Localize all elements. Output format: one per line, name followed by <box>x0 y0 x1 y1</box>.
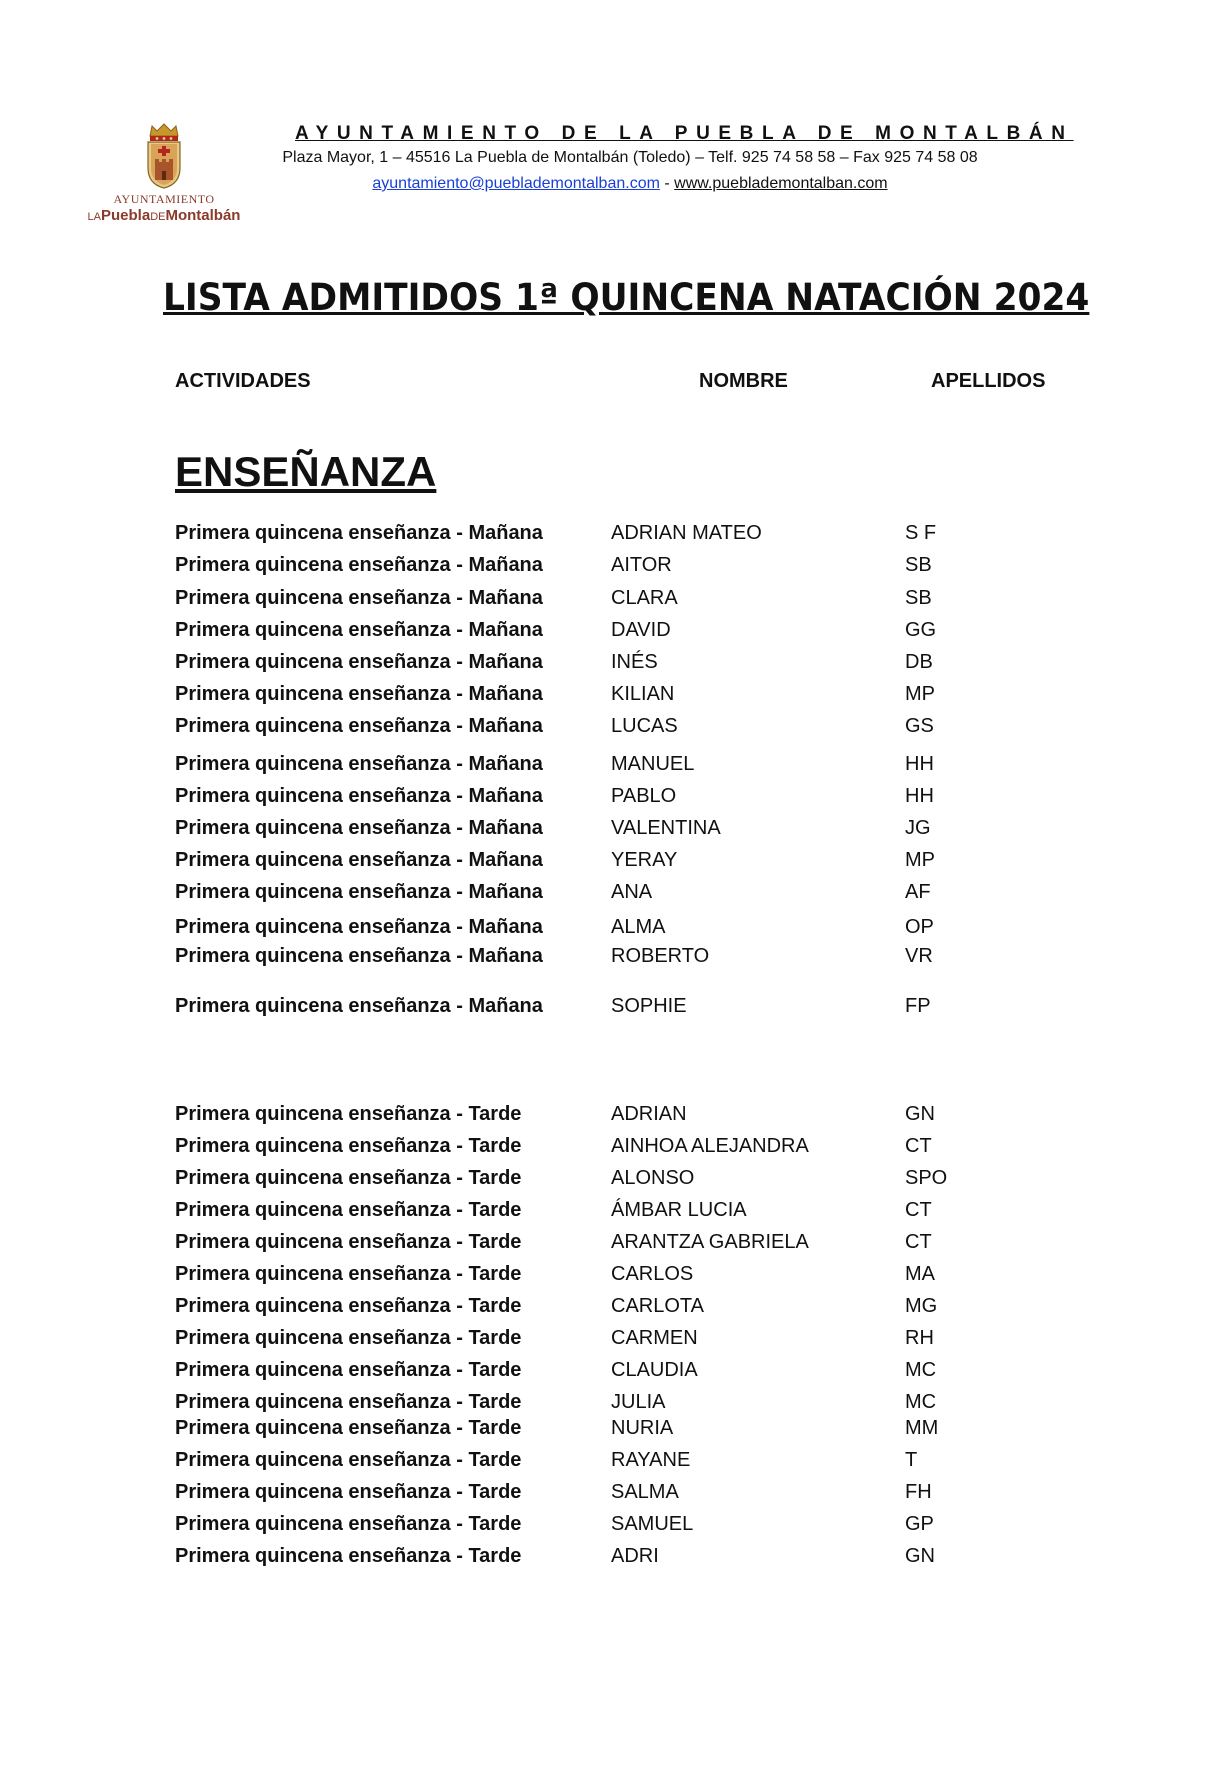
nombre-cell: RAYANE <box>611 1449 691 1471</box>
activity-cell: Primera quincena enseñanza - Tarde <box>175 1103 522 1125</box>
nombre-cell: DAVID <box>611 619 671 641</box>
nombre-cell: ANA <box>611 881 653 903</box>
apellidos-cell: CT <box>905 1231 932 1253</box>
nombre-cell: AINHOA ALEJANDRA <box>611 1135 809 1157</box>
activity-cell: Primera quincena enseñanza - Tarde <box>175 1263 522 1285</box>
table-row <box>0 1359 1230 1385</box>
column-header-apellidos: APELLIDOS <box>931 370 1046 392</box>
table-row <box>0 1481 1230 1507</box>
nombre-cell: ALONSO <box>611 1167 695 1189</box>
activity-cell: Primera quincena enseñanza - Mañana <box>175 587 543 609</box>
nombre-cell: CLARA <box>611 587 678 609</box>
table-row <box>0 881 1230 907</box>
activity-cell: Primera quincena enseñanza - Tarde <box>175 1391 522 1413</box>
apellidos-cell: S F <box>905 522 937 544</box>
table-row <box>0 1545 1230 1571</box>
apellidos-cell: RH <box>905 1327 934 1349</box>
table-row <box>0 1417 1230 1443</box>
table-row <box>0 1167 1230 1193</box>
table-row <box>0 1231 1230 1257</box>
nombre-cell: ÁMBAR LUCIA <box>611 1199 747 1221</box>
table-row <box>0 916 1230 942</box>
table-row <box>0 715 1230 741</box>
table-row <box>0 1327 1230 1353</box>
apellidos-cell: FH <box>905 1481 932 1503</box>
email-link[interactable]: ayuntamiento@pueblademontalban.com <box>372 175 660 192</box>
activity-cell: Primera quincena enseñanza - Mañana <box>175 785 543 807</box>
apellidos-cell: MC <box>905 1391 937 1413</box>
activity-cell: Primera quincena enseñanza - Mañana <box>175 715 543 737</box>
contact-separator: - <box>659 175 675 192</box>
table-row <box>0 995 1230 1021</box>
table-row <box>0 1295 1230 1321</box>
activity-cell: Primera quincena enseñanza - Tarde <box>175 1481 522 1503</box>
nombre-cell: SAMUEL <box>611 1513 694 1535</box>
table-row <box>0 1449 1230 1475</box>
nombre-cell: AITOR <box>611 554 672 576</box>
table-row <box>0 945 1230 971</box>
apellidos-cell: HH <box>905 785 934 807</box>
nombre-cell: ADRI <box>611 1545 659 1567</box>
activity-cell: Primera quincena enseñanza - Mañana <box>175 995 543 1017</box>
nombre-cell: JULIA <box>611 1391 666 1413</box>
table-row <box>0 651 1230 677</box>
nombre-cell: VALENTINA <box>611 817 721 839</box>
activity-cell: Primera quincena enseñanza - Mañana <box>175 916 543 938</box>
activity-cell: Primera quincena enseñanza - Mañana <box>175 683 543 705</box>
activity-cell: Primera quincena enseñanza - Mañana <box>175 817 543 839</box>
activity-cell: Primera quincena enseñanza - Tarde <box>175 1167 522 1189</box>
activity-cell: Primera quincena enseñanza - Mañana <box>175 522 543 544</box>
nombre-cell: PABLO <box>611 785 677 807</box>
document-title: LISTA ADMITIDOS 1ª QUINCENA NATACIÓN 2024 <box>163 276 1090 319</box>
apellidos-cell: HH <box>905 753 934 775</box>
activity-cell: Primera quincena enseñanza - Mañana <box>175 619 543 641</box>
nombre-cell: YERAY <box>611 849 678 871</box>
nombre-cell: ARANTZA GABRIELA <box>611 1231 809 1253</box>
nombre-cell: MANUEL <box>611 753 695 775</box>
nombre-cell: CARMEN <box>611 1327 698 1349</box>
apellidos-cell: MG <box>905 1295 938 1317</box>
apellidos-cell: GN <box>905 1103 935 1125</box>
apellidos-cell: OP <box>905 916 934 938</box>
table-row <box>0 1391 1230 1417</box>
table-row <box>0 1263 1230 1289</box>
apellidos-cell: MP <box>905 849 935 871</box>
column-header-nombre: NOMBRE <box>699 370 788 392</box>
apellidos-cell: MC <box>905 1359 937 1381</box>
organization-title: AYUNTAMIENTO DE LA PUEBLA DE MONTALBÁN <box>295 123 1074 144</box>
apellidos-cell: SB <box>905 587 932 609</box>
nombre-cell: INÉS <box>611 651 658 673</box>
activity-cell: Primera quincena enseñanza - Mañana <box>175 651 543 673</box>
nombre-cell: ADRIAN MATEO <box>611 522 762 544</box>
coat-of-arms-icon <box>145 122 183 190</box>
apellidos-cell: GN <box>905 1545 935 1567</box>
activity-cell: Primera quincena enseñanza - Tarde <box>175 1417 522 1439</box>
apellidos-cell: SPO <box>905 1167 948 1189</box>
nombre-cell: CLAUDIA <box>611 1359 698 1381</box>
nombre-cell: ADRIAN <box>611 1103 687 1125</box>
apellidos-cell: GP <box>905 1513 934 1535</box>
activity-cell: Primera quincena enseñanza - Tarde <box>175 1199 522 1221</box>
nombre-cell: SOPHIE <box>611 995 687 1017</box>
nombre-cell: KILIAN <box>611 683 675 705</box>
apellidos-cell: MP <box>905 683 935 705</box>
activity-cell: Primera quincena enseñanza - Tarde <box>175 1545 522 1567</box>
activity-cell: Primera quincena enseñanza - Tarde <box>175 1359 522 1381</box>
table-row <box>0 1513 1230 1539</box>
table-row <box>0 587 1230 613</box>
apellidos-cell: T <box>905 1449 918 1471</box>
apellidos-cell: DB <box>905 651 933 673</box>
nombre-cell: LUCAS <box>611 715 678 737</box>
table-row <box>0 753 1230 779</box>
table-row <box>0 785 1230 811</box>
apellidos-cell: MA <box>905 1263 935 1285</box>
activity-cell: Primera quincena enseñanza - Mañana <box>175 554 543 576</box>
apellidos-cell: MM <box>905 1417 939 1439</box>
municipal-logo <box>84 122 244 227</box>
apellidos-cell: GS <box>905 715 934 737</box>
activity-cell: Primera quincena enseñanza - Tarde <box>175 1231 522 1253</box>
apellidos-cell: VR <box>905 945 933 967</box>
nombre-cell: NURIA <box>611 1417 674 1439</box>
activity-cell: Primera quincena enseñanza - Tarde <box>175 1513 522 1535</box>
website-link[interactable]: www.pueblademontalban.com <box>674 175 888 192</box>
nombre-cell: CARLOS <box>611 1263 694 1285</box>
column-header-actividades: ACTIVIDADES <box>175 370 311 392</box>
table-row <box>0 1135 1230 1161</box>
apellidos-cell: GG <box>905 619 937 641</box>
apellidos-cell: CT <box>905 1135 932 1157</box>
table-row <box>0 1103 1230 1129</box>
apellidos-cell: JG <box>905 817 931 839</box>
apellidos-cell: SB <box>905 554 932 576</box>
logo-text-town: LAPueblaDEMontalbán <box>87 207 241 224</box>
section-title: ENSEÑANZA <box>175 448 437 495</box>
activity-cell: Primera quincena enseñanza - Mañana <box>175 849 543 871</box>
activity-cell: Primera quincena enseñanza - Tarde <box>175 1449 522 1471</box>
activity-cell: Primera quincena enseñanza - Mañana <box>175 881 543 903</box>
organization-address: Plaza Mayor, 1 – 45516 La Puebla de Montalbán (Toledo) – Telf. 925 74 58 58 – Fax 925 74 58 08 <box>282 149 978 166</box>
apellidos-cell: AF <box>905 881 931 903</box>
table-row <box>0 683 1230 709</box>
nombre-cell: ROBERTO <box>611 945 710 967</box>
table-row <box>0 522 1230 548</box>
table-row <box>0 849 1230 875</box>
activity-cell: Primera quincena enseñanza - Mañana <box>175 945 543 967</box>
activity-cell: Primera quincena enseñanza - Tarde <box>175 1135 522 1157</box>
nombre-cell: CARLOTA <box>611 1295 704 1317</box>
activity-cell: Primera quincena enseñanza - Tarde <box>175 1327 522 1349</box>
organization-contact <box>250 175 1010 193</box>
apellidos-cell: CT <box>905 1199 932 1221</box>
table-row <box>0 817 1230 843</box>
activity-cell: Primera quincena enseñanza - Tarde <box>175 1295 522 1317</box>
nombre-cell: SALMA <box>611 1481 679 1503</box>
apellidos-cell: FP <box>905 995 931 1017</box>
logo-text-ayuntamiento: AYUNTAMIENTO <box>113 192 215 206</box>
table-row <box>0 554 1230 580</box>
table-row <box>0 1199 1230 1225</box>
activity-cell: Primera quincena enseñanza - Mañana <box>175 753 543 775</box>
nombre-cell: ALMA <box>611 916 666 938</box>
table-row <box>0 619 1230 645</box>
